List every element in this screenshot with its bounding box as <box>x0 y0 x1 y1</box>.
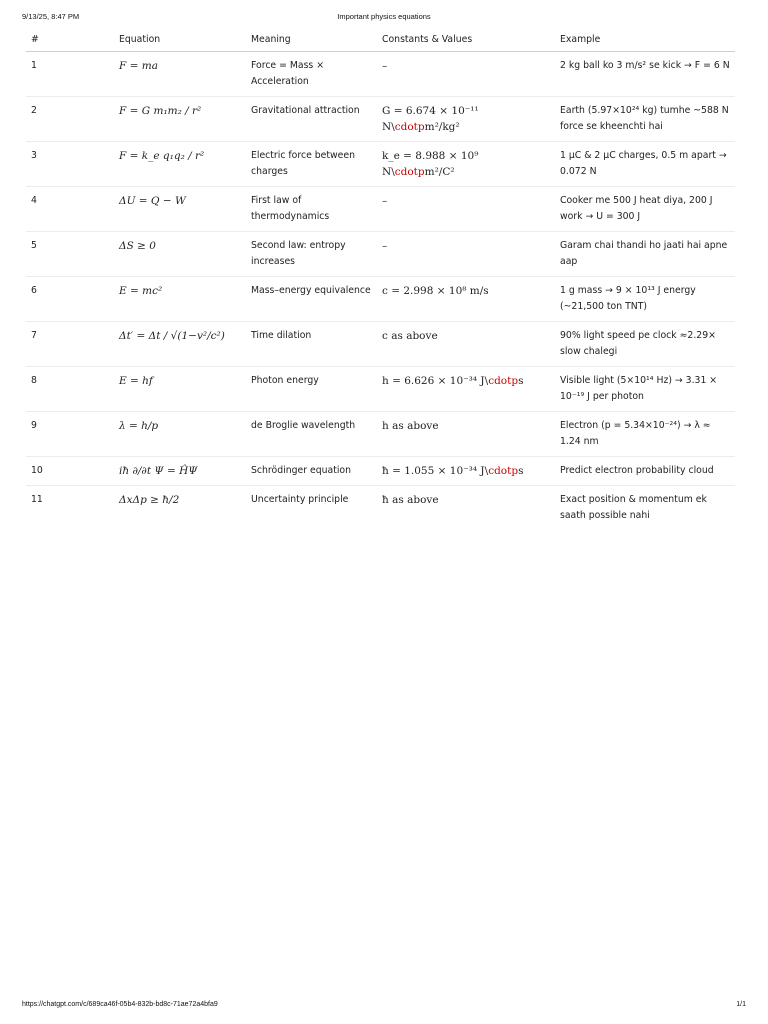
column-header-example: Example <box>555 28 735 52</box>
row-number: 10 <box>26 457 114 486</box>
page-url: https://chatgpt.com/c/689ca46f-05b4-832b-bd8c-71ae72a4bfa9 <box>22 1001 218 1008</box>
constants-cell: ħ as above <box>382 494 439 506</box>
meaning-cell: First law of thermodynamics <box>246 187 377 232</box>
page-number: 1/1 <box>736 1001 746 1008</box>
meaning-cell: Mass–energy equivalence <box>246 277 377 322</box>
example-cell: 2 kg ball ko 3 m/s² se kick → F = 6 N <box>555 52 735 97</box>
table-row <box>26 52 735 97</box>
table-row <box>26 486 735 531</box>
example-cell: Earth (5.97×10²⁴ kg) tumhe ~588 N force se kheenchti hai <box>555 97 735 142</box>
equation-cell: E = mc² <box>114 277 246 322</box>
meaning-cell: Uncertainty principle <box>251 494 349 505</box>
row-number: 3 <box>26 142 114 187</box>
equation-cell: E = hf <box>114 367 246 412</box>
example-cell: Predict electron probability cloud <box>555 457 735 486</box>
meaning-cell: Electric force between charges <box>246 142 377 187</box>
column-header-constants: Constants & Values <box>377 28 555 52</box>
table-row <box>26 322 735 367</box>
constants-cell: – <box>377 187 555 232</box>
equation-cell: F = G m₁m₂ / r² <box>114 97 246 142</box>
example-cell: Electron (p = 5.34×10⁻²⁴) → λ ≈ 1.24 nm <box>555 412 735 457</box>
column-header-equation: Equation <box>114 28 246 52</box>
example-cell: 1 g mass → 9 × 10¹³ J energy (~21,500 ton TNT) <box>555 277 735 322</box>
column-header-number: # <box>26 28 114 52</box>
meaning-cell: Gravitational attraction <box>246 97 377 142</box>
print-date: 9/13/25, 8:47 PM <box>22 12 80 21</box>
equation-cell: iħ ∂/∂t Ψ = ĤΨ <box>114 457 246 486</box>
equations-table <box>26 28 735 530</box>
print-header <box>22 12 746 24</box>
unrendered-macro: cdotp <box>394 166 425 178</box>
table-row <box>26 187 735 232</box>
example-cell: Visible light (5×10¹⁴ Hz) → 3.31 × 10⁻¹⁹ J per photon <box>555 367 735 412</box>
row-number: 6 <box>26 277 114 322</box>
row-number: 8 <box>26 367 114 412</box>
table-row <box>26 97 735 142</box>
example-cell: 90% light speed pe clock ≈2.29× slow chalegi <box>555 322 735 367</box>
equation-cell: F = ma <box>114 52 246 97</box>
row-number: 7 <box>26 322 114 367</box>
row-number: 4 <box>26 187 114 232</box>
constants-cell: k_e = 8.988 × 10⁹ N\cdotpm²/C² <box>377 142 555 187</box>
table-header-row <box>26 28 735 52</box>
equation-cell: ΔU = Q − W <box>114 187 246 232</box>
example-cell: Exact position & momentum ek saath possible nahi <box>560 494 707 521</box>
equation-cell: ΔS ≥ 0 <box>114 232 246 277</box>
example-cell: Cooker me 500 J heat diya, 200 J work → U = 300 J <box>555 187 735 232</box>
row-number: 5 <box>26 232 114 277</box>
meaning-cell: Time dilation <box>246 322 377 367</box>
equation-cell: ΔxΔp ≥ ħ/2 <box>119 494 180 506</box>
equation-cell: F = k_e q₁q₂ / r² <box>114 142 246 187</box>
document-title: Important physics equations <box>337 12 431 21</box>
equation-cell: λ = h/p <box>114 412 246 457</box>
row-number: 9 <box>26 412 114 457</box>
constants-cell: G = 6.674 × 10⁻¹¹ N\cdotpm²/kg² <box>377 97 555 142</box>
unrendered-macro: cdotp <box>488 465 519 477</box>
constants-cell: h = 6.626 × 10⁻³⁴ J\cdotps <box>377 367 555 412</box>
table-row <box>26 457 735 486</box>
unrendered-macro: cdotp <box>394 121 425 133</box>
table-row <box>26 412 735 457</box>
table-row <box>26 232 735 277</box>
example-cell: Garam chai thandi ho jaati hai apne aap <box>555 232 735 277</box>
table-row <box>26 142 735 187</box>
table-row <box>26 367 735 412</box>
constants-cell: c = 2.998 × 10⁸ m/s <box>377 277 555 322</box>
row-number: 1 <box>26 52 114 97</box>
table-row <box>26 277 735 322</box>
row-number: 11 <box>31 494 43 505</box>
column-header-meaning: Meaning <box>246 28 377 52</box>
constants-cell: – <box>377 232 555 277</box>
unrendered-macro: cdotp <box>488 375 519 387</box>
row-number: 2 <box>26 97 114 142</box>
constants-cell: h as above <box>377 412 555 457</box>
constants-cell: ħ = 1.055 × 10⁻³⁴ J\cdotps <box>377 457 555 486</box>
meaning-cell: Second law: entropy increases <box>246 232 377 277</box>
meaning-cell: Photon energy <box>246 367 377 412</box>
print-footer <box>22 1001 746 1011</box>
meaning-cell: Force = Mass × Acceleration <box>246 52 377 97</box>
equation-cell: Δt′ = Δt / √(1−v²/c²) <box>114 322 246 367</box>
meaning-cell: Schrödinger equation <box>246 457 377 486</box>
example-cell: 1 μC & 2 μC charges, 0.5 m apart → 0.072 N <box>555 142 735 187</box>
meaning-cell: de Broglie wavelength <box>246 412 377 457</box>
constants-cell: – <box>377 52 555 97</box>
constants-cell: c as above <box>377 322 555 367</box>
